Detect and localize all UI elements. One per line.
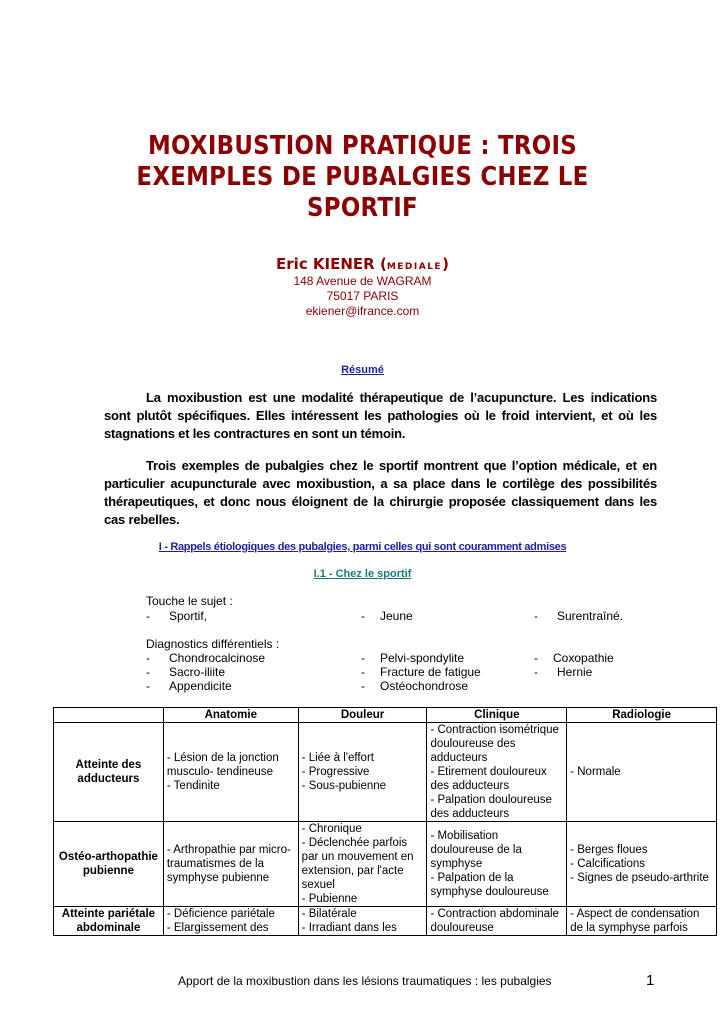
bullet-dash: -	[361, 609, 365, 623]
cell-item: - Palpation douloureuse des adducteurs	[430, 794, 552, 820]
touche-item-2: Jeune	[380, 609, 413, 623]
touche-label: Touche le sujet :	[146, 594, 233, 608]
bullet-dash: -	[534, 665, 538, 679]
bullet-dash: -	[361, 665, 365, 679]
page-footer: Apport de la moxibustion dans les lésions traumatiques : les pubalgies	[178, 974, 552, 988]
table-cell-clinique	[427, 907, 567, 936]
diagnostic-item: Appendicite	[169, 679, 232, 693]
bullet-dash: -	[534, 651, 538, 665]
cell-item: - Bilatérale	[301, 908, 357, 920]
section-heading-1-1: I.1 - Chez le sportif	[313, 568, 412, 580]
cell-item: - Chronique	[301, 823, 362, 835]
touche-item-3: Surentraîné.	[557, 609, 624, 623]
author-close-paren: )	[442, 255, 449, 273]
cell-item: - Aspect de condensation de la symphyse parfois	[570, 908, 700, 934]
title-line-3: SPORTIF	[307, 193, 418, 223]
abstract-paragraph-1: La moxibustion est une modalité thérapeutique de l’acupuncture. Les indications sont plutôt spécifiques. Elles intéressent les pathologies où le froid intervient, et où les stagnations et les contractures en sont un témoin.	[104, 390, 657, 441]
diagnostic-item: Ostéochondrose	[380, 679, 469, 693]
title-line-1: MOXIBUSTION PRATIQUE : TROIS	[147, 131, 577, 161]
table-header-cell: Anatomie	[163, 708, 298, 723]
author-line	[0, 255, 725, 273]
table-cell-clinique	[427, 723, 567, 822]
section-heading-1: I - Rappels étiologiques des pubalgies, parmi celles qui sont couramment admises	[158, 541, 567, 553]
table-row-heading: Ostéo-arthopathie pubienne	[54, 822, 164, 907]
bullet-dash: -	[361, 651, 365, 665]
abstract-paragraph-2: Trois exemples de pubalgies chez le sportif montrent que l’option médicale, et en particulier acupuncturale avec moxibustion, a sa place dans le cortilège des possibilités thérapeutiques, et donc nous éloignent de la chirurgie proposée classiquement dans les cas rebelles.	[104, 458, 657, 527]
table-cell-douleur	[298, 907, 427, 936]
cell-item: - Signes de pseudo-arthrite	[570, 872, 709, 884]
cell-item: - Lésion de la jonction musculo- tendineuse	[166, 752, 279, 778]
diagnostic-item: Sacro-iliite	[169, 665, 226, 679]
bullet-dash: -	[146, 679, 150, 693]
table-row-heading: Atteinte des adducteurs	[54, 723, 164, 822]
table-header-cell: Clinique	[427, 708, 567, 723]
cell-item: - Pubienne	[301, 893, 358, 905]
bullet-dash: -	[361, 679, 365, 693]
cell-item: - Sous-pubienne	[301, 780, 387, 792]
cell-item: - Palpation de la symphyse douloureuse	[430, 872, 549, 898]
bullet-dash: -	[146, 609, 150, 623]
cell-item: - Irradiant dans les	[301, 922, 397, 934]
table-row	[54, 907, 717, 936]
cell-item: - Calcifications	[570, 858, 645, 870]
author-address-street: 148 Avenue de WAGRAM	[293, 274, 432, 288]
diagnostic-item: Hernie	[557, 665, 593, 679]
bullet-dash: -	[146, 651, 150, 665]
cell-item: - Contraction abdominale douloureuse	[430, 908, 559, 934]
cell-item: - Elargissement des	[166, 922, 269, 934]
resume-heading: Résumé	[341, 364, 384, 376]
table-row-heading: Atteinte pariétale abdominale	[54, 907, 164, 936]
document-title	[96, 131, 628, 224]
diagnostic-item: Chondrocalcinose	[169, 651, 266, 665]
page-number: 1	[646, 972, 655, 989]
cell-item: - Contraction isométrique douloureuse des adducteurs	[430, 724, 559, 764]
table-cell-anatomie	[163, 822, 298, 907]
cell-item: - Mobilisation douloureuse de la symphyse	[430, 830, 522, 870]
cell-item: - Liée à l'effort	[301, 752, 374, 764]
table-cell-douleur	[298, 723, 427, 822]
table-cell-douleur	[298, 822, 427, 907]
table-header-cell: Douleur	[298, 708, 427, 723]
cell-item: - Progressive	[301, 766, 370, 778]
table-row	[54, 723, 717, 822]
cell-item: - Etirement douloureux des adducteurs	[430, 766, 547, 792]
author-organization: MEDIALE	[386, 262, 443, 272]
cell-item: - Tendinite	[166, 780, 220, 792]
bullet-dash: -	[146, 665, 150, 679]
pubalgie-comparison-table	[53, 707, 717, 936]
cell-item: - Berges floues	[570, 844, 648, 856]
table-header-row	[54, 708, 717, 723]
touche-item-1: Sportif,	[169, 609, 208, 623]
diagnostic-item: Coxopathie	[553, 651, 614, 665]
diagnostic-item: Fracture de fatigue	[380, 665, 481, 679]
table-header-cell	[54, 708, 164, 723]
table-cell-radiologie	[567, 822, 717, 907]
table-row	[54, 822, 717, 907]
table-cell-anatomie	[163, 907, 298, 936]
author-name: Eric KIENER (	[276, 255, 387, 273]
table-cell-radiologie	[567, 907, 717, 936]
cell-item: - Normale	[570, 766, 621, 778]
author-email: ekiener@ifrance.com	[305, 304, 420, 318]
author-address-city: 75017 PARIS	[326, 289, 399, 303]
cell-item: - Arthropathie par micro-traumatismes de la symphyse pubienne	[166, 844, 291, 884]
table-cell-radiologie	[567, 723, 717, 822]
bullet-dash: -	[534, 609, 538, 623]
diagnostic-item: Pelvi-spondylite	[380, 651, 465, 665]
table-cell-clinique	[427, 822, 567, 907]
title-line-2: EXEMPLES DE PUBALGIES CHEZ LE	[136, 162, 589, 192]
table-cell-anatomie	[163, 723, 298, 822]
cell-item: - Déficience pariétale	[166, 908, 275, 920]
table-header-cell: Radiologie	[567, 708, 717, 723]
cell-item: - Déclenchée parfois par un mouvement en extension, par l'acte sexuel	[301, 837, 414, 891]
diagnostics-label: Diagnostics différentiels :	[146, 637, 280, 651]
